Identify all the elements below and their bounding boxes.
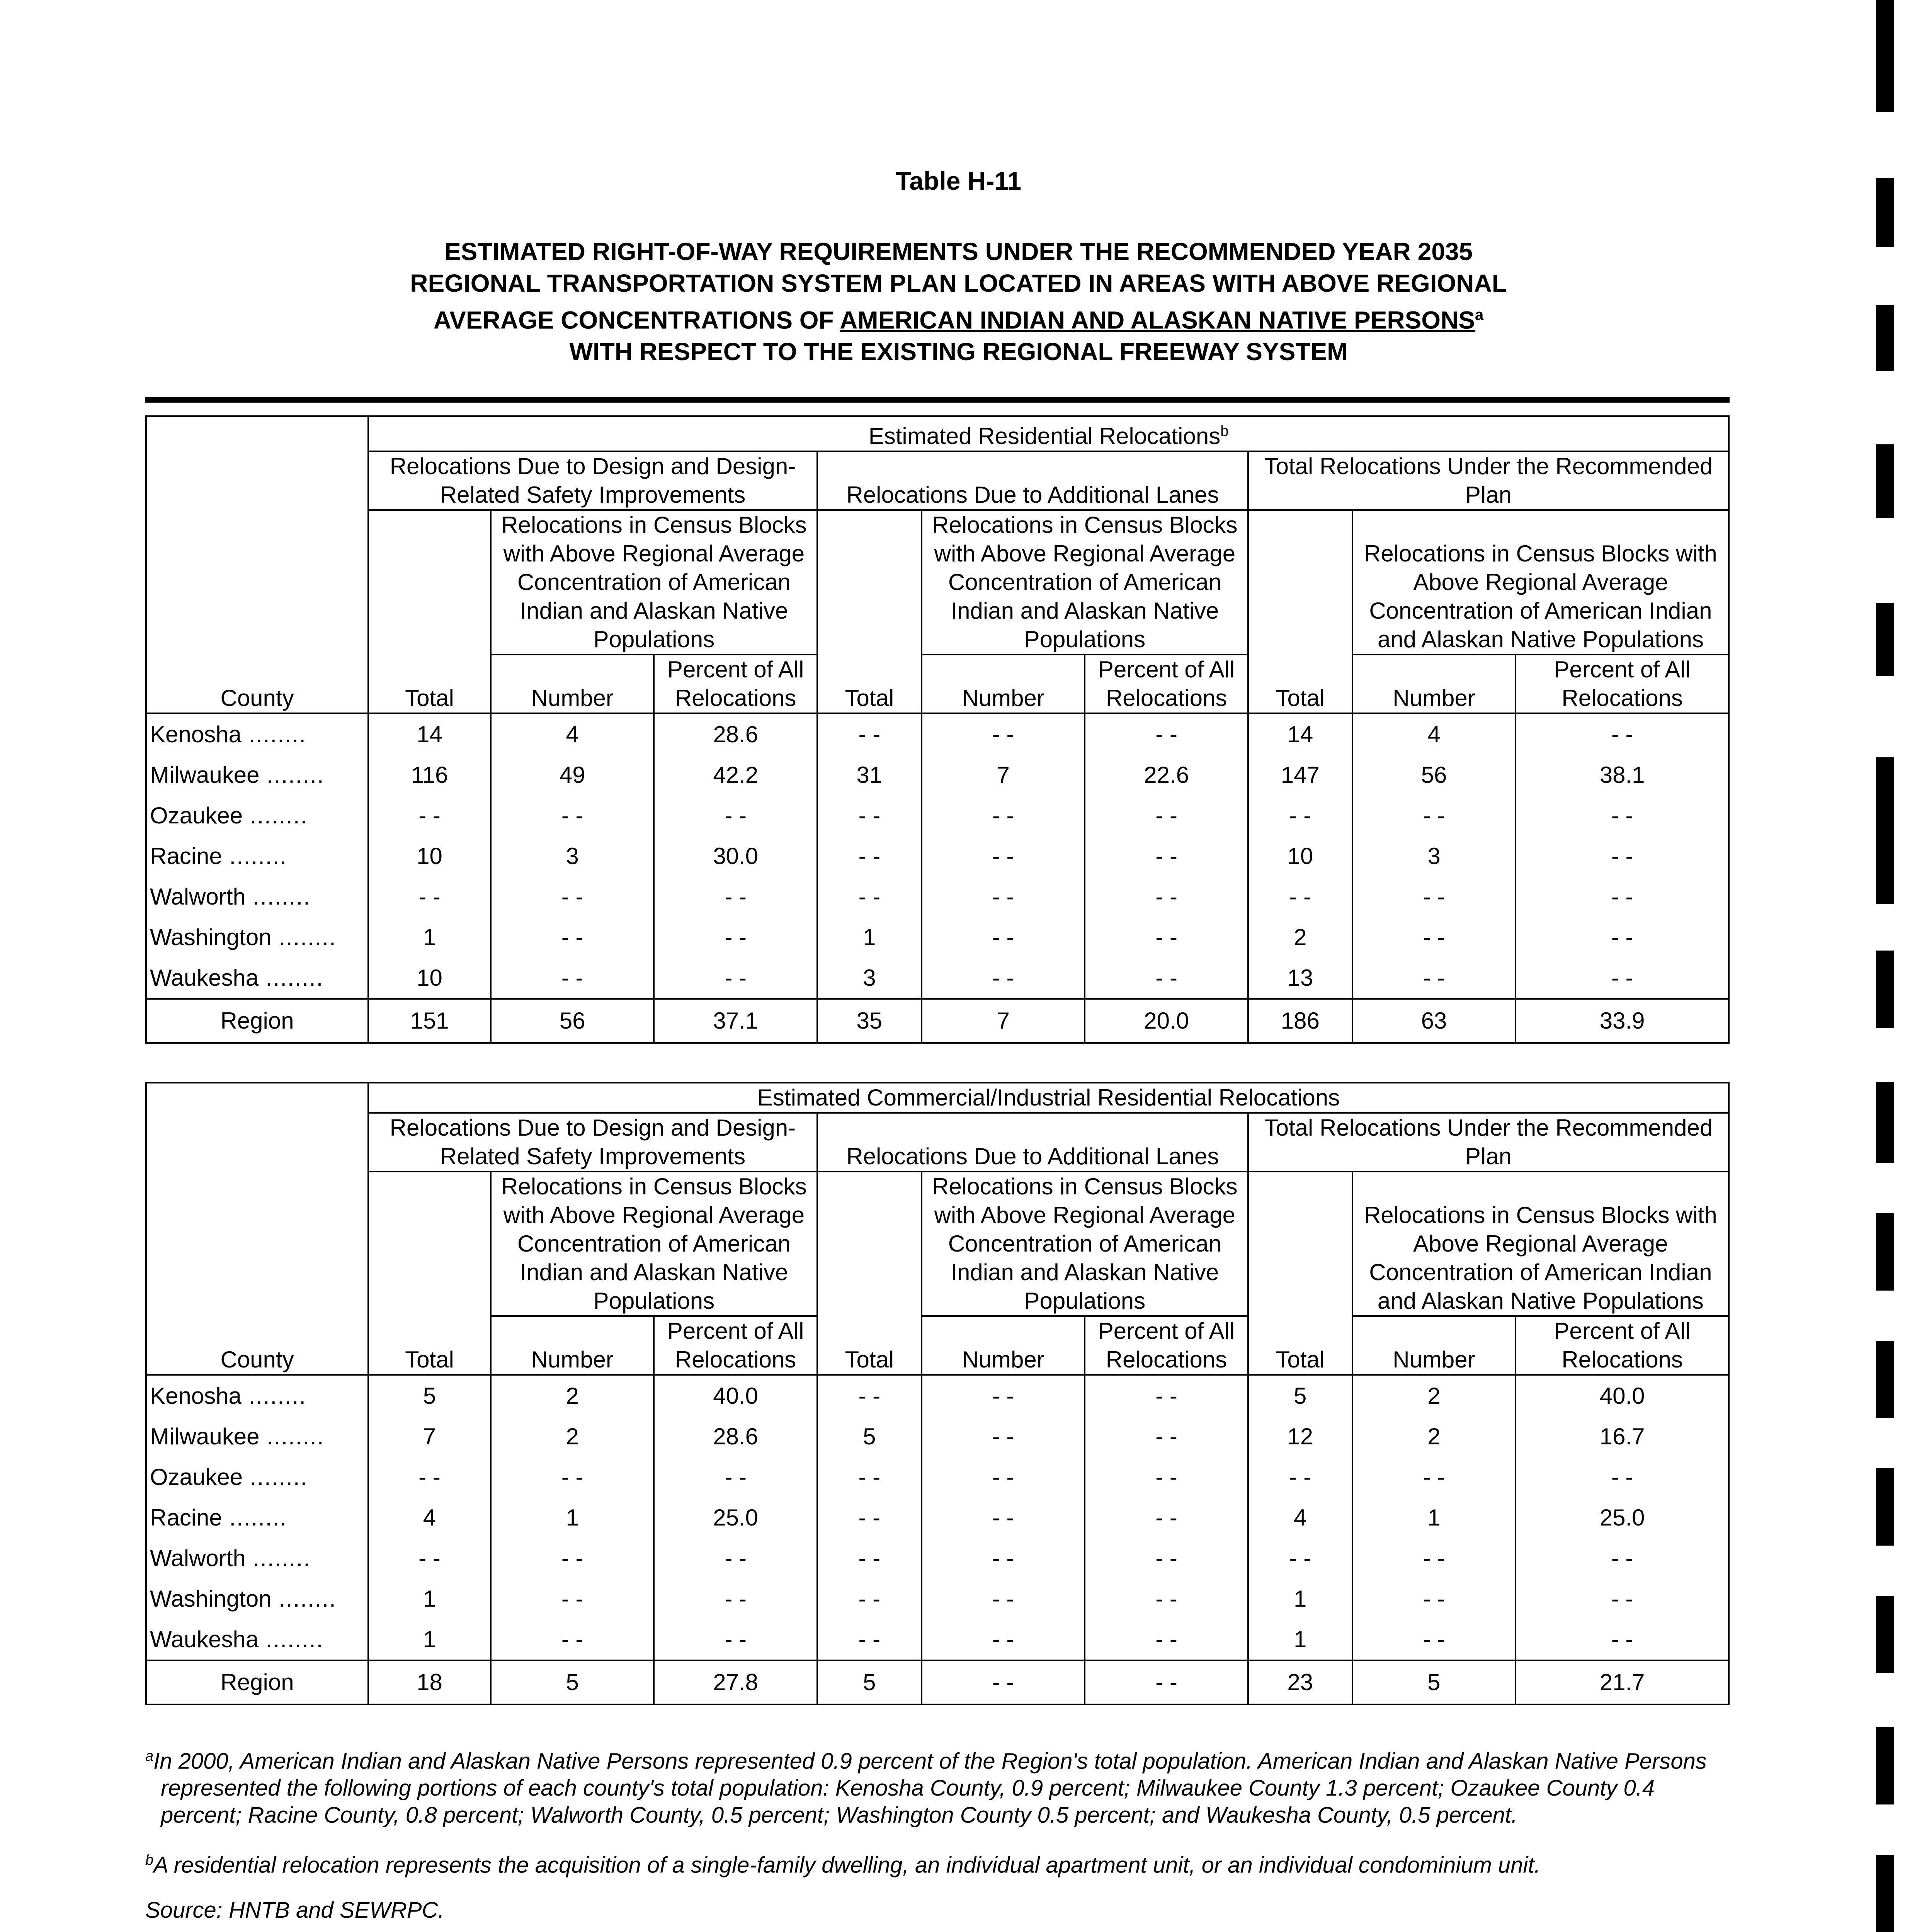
value-cell: - -: [1248, 795, 1352, 836]
design-percent-header: Percent of All Relocations: [654, 655, 817, 713]
value-cell: 14: [1248, 713, 1352, 755]
scan-edge-mark: [1876, 1596, 1894, 1673]
value-cell: - -: [491, 795, 654, 836]
value-cell: 1: [368, 1619, 491, 1660]
lanes-percent-header: Percent of All Relocations: [1085, 655, 1248, 713]
table-row: [146, 1457, 1729, 1497]
heading-line-1: ESTIMATED RIGHT-OF-WAY REQUIREMENTS UNDER THE RECOMMENDED YEAR 2035: [444, 238, 1473, 265]
county-name: Racine: [150, 1504, 222, 1531]
value-cell: - -: [491, 1457, 654, 1497]
leader-dots: ........: [243, 1464, 308, 1490]
design-census-header: Relocations in Census Blocks with Above Regional Average Concentration of American Indian and Alaskan Native Populations: [491, 510, 817, 655]
heading-underlined-text: AMERICAN INDIAN AND ALASKAN NATIVE PERSONS: [840, 306, 1475, 334]
leader-dots: ........: [222, 1504, 287, 1531]
region-value-cell: 27.8: [654, 1660, 817, 1704]
leader-dots: ........: [259, 762, 325, 788]
value-cell: - -: [817, 1375, 922, 1416]
value-cell: - -: [1352, 1457, 1516, 1497]
value-cell: 1: [368, 917, 491, 957]
value-cell: 1: [491, 1497, 654, 1538]
table-title: [368, 416, 1729, 451]
value-cell: 25.0: [1516, 1497, 1729, 1538]
value-cell: - -: [1085, 1416, 1248, 1457]
scan-edge-mark: [1876, 1855, 1894, 1932]
value-cell: - -: [922, 1578, 1085, 1619]
value-cell: - -: [491, 1578, 654, 1619]
value-cell: - -: [1248, 876, 1352, 917]
region-value-cell: 37.1: [654, 999, 817, 1043]
commercial-relocations-table: [145, 1082, 1730, 1705]
value-cell: 22.6: [1085, 755, 1248, 795]
leader-dots: ........: [245, 1545, 311, 1571]
county-name: Racine: [150, 843, 222, 869]
table-row: [146, 917, 1729, 957]
value-cell: 2: [491, 1416, 654, 1457]
value-cell: 13: [1248, 957, 1352, 999]
footnote-b: [145, 1847, 1730, 1879]
value-cell: - -: [1248, 1538, 1352, 1578]
county-cell: [146, 1457, 368, 1497]
value-cell: 28.6: [654, 1416, 817, 1457]
value-cell: - -: [1085, 836, 1248, 876]
value-cell: 25.0: [654, 1497, 817, 1538]
value-cell: - -: [491, 876, 654, 917]
value-cell: 31: [817, 755, 922, 795]
design-census-header: Relocations in Census Blocks with Above Regional Average Concentration of American Indian and Alaskan Native Populations: [491, 1172, 817, 1316]
value-cell: 40.0: [654, 1375, 817, 1416]
scan-edge-mark: [1876, 1468, 1894, 1546]
value-cell: - -: [654, 1457, 817, 1497]
value-cell: 14: [368, 713, 491, 755]
region-value-cell: 35: [817, 999, 922, 1043]
county-cell: [146, 1497, 368, 1538]
region-value-cell: 33.9: [1516, 999, 1729, 1043]
table-row: [146, 1619, 1729, 1660]
table-row: [146, 836, 1729, 876]
lanes-group-header: Relocations Due to Additional Lanes: [817, 1113, 1248, 1172]
value-cell: - -: [1516, 1619, 1729, 1660]
value-cell: - -: [1516, 876, 1729, 917]
county-name: Washington: [150, 924, 272, 950]
county-cell: [146, 795, 368, 836]
value-cell: - -: [817, 1497, 922, 1538]
value-cell: - -: [368, 795, 491, 836]
plan-number-header: Number: [1352, 655, 1516, 713]
value-cell: - -: [1516, 957, 1729, 999]
value-cell: 10: [1248, 836, 1352, 876]
heading-line-3-text: AVERAGE CONCENTRATIONS OF: [433, 306, 840, 334]
value-cell: - -: [1085, 1457, 1248, 1497]
county-name: Milwaukee: [150, 762, 260, 788]
plan-group-header: Total Relocations Under the Recommended Plan: [1248, 451, 1729, 510]
county-cell: [146, 917, 368, 957]
value-cell: - -: [922, 1619, 1085, 1660]
footnote-marker-b: b: [1220, 423, 1229, 439]
county-name: Washington: [150, 1585, 272, 1612]
leader-dots: ........: [245, 883, 311, 910]
value-cell: - -: [922, 1375, 1085, 1416]
value-cell: - -: [491, 957, 654, 999]
county-name: Walworth: [150, 1545, 246, 1571]
leader-dots: ........: [222, 843, 287, 869]
design-total-header: Total: [368, 510, 491, 713]
region-value-cell: 23: [1248, 1660, 1352, 1704]
heading-line-4: WITH RESPECT TO THE EXISTING REGIONAL FREEWAY SYSTEM: [569, 338, 1348, 366]
value-cell: - -: [1516, 713, 1729, 755]
table-row: [146, 876, 1729, 917]
value-cell: 38.1: [1516, 755, 1729, 795]
value-cell: 49: [491, 755, 654, 795]
value-cell: - -: [1516, 1457, 1729, 1497]
value-cell: - -: [1516, 917, 1729, 957]
footnote-b-mark: b: [145, 1852, 154, 1869]
value-cell: - -: [1352, 876, 1516, 917]
value-cell: - -: [1085, 1538, 1248, 1578]
value-cell: 12: [1248, 1416, 1352, 1457]
county-cell: [146, 1375, 368, 1416]
value-cell: 1: [368, 1578, 491, 1619]
value-cell: 5: [368, 1375, 491, 1416]
scan-edge-mark: [1876, 305, 1894, 371]
value-cell: 30.0: [654, 836, 817, 876]
table-row: [146, 1578, 1729, 1619]
table-row: [146, 1375, 1729, 1416]
value-cell: - -: [1516, 1578, 1729, 1619]
table-row: [146, 755, 1729, 795]
value-cell: 56: [1352, 755, 1516, 795]
value-cell: - -: [491, 917, 654, 957]
value-cell: - -: [922, 1416, 1085, 1457]
value-cell: - -: [1352, 1619, 1516, 1660]
value-cell: - -: [922, 876, 1085, 917]
region-row: [146, 1660, 1729, 1704]
table-title-text: Estimated Residential Relocations: [868, 423, 1221, 449]
value-cell: - -: [654, 1538, 817, 1578]
value-cell: - -: [1085, 917, 1248, 957]
table-row: [146, 713, 1729, 755]
table-row: [146, 957, 1729, 999]
value-cell: - -: [1248, 1457, 1352, 1497]
value-cell: 28.6: [654, 713, 817, 755]
value-cell: - -: [922, 836, 1085, 876]
value-cell: - -: [654, 1619, 817, 1660]
region-label: Region: [146, 1660, 368, 1704]
region-value-cell: 5: [491, 1660, 654, 1704]
plan-group-header: Total Relocations Under the Recommended Plan: [1248, 1113, 1729, 1172]
lanes-number-header: Number: [922, 1316, 1085, 1375]
scan-edge-mark: [1876, 1727, 1894, 1804]
table-row: [146, 795, 1729, 836]
leader-dots: ........: [259, 1423, 325, 1449]
value-cell: - -: [817, 1457, 922, 1497]
county-name: Walworth: [150, 883, 246, 910]
value-cell: - -: [1085, 1375, 1248, 1416]
value-cell: 5: [817, 1416, 922, 1457]
value-cell: 4: [1248, 1497, 1352, 1538]
value-cell: 2: [1248, 917, 1352, 957]
scan-edge-mark: [1876, 1082, 1894, 1163]
heading-rule: [145, 397, 1730, 403]
county-header-label: County: [220, 1347, 294, 1372]
table-heading: [0, 236, 1917, 367]
value-cell: 1: [1248, 1578, 1352, 1619]
scan-edge-mark: [1876, 823, 1894, 904]
region-value-cell: - -: [1085, 1660, 1248, 1704]
value-cell: - -: [654, 795, 817, 836]
value-cell: 7: [368, 1416, 491, 1457]
region-value-cell: 21.7: [1516, 1660, 1729, 1704]
footnote-a-mark: a: [145, 1748, 154, 1764]
value-cell: 40.0: [1516, 1375, 1729, 1416]
leader-dots: ........: [241, 721, 306, 747]
scan-edge-mark: [1876, 0, 1894, 112]
plan-percent-header: Percent of All Relocations: [1516, 655, 1729, 713]
value-cell: - -: [368, 1538, 491, 1578]
region-value-cell: 151: [368, 999, 491, 1043]
value-cell: - -: [1085, 795, 1248, 836]
footnote-a: [145, 1743, 1730, 1829]
county-cell: [146, 1538, 368, 1578]
plan-census-header: Relocations in Census Blocks with Above Regional Average Concentration of American Indian and Alaskan Native Populations: [1352, 510, 1729, 655]
county-name: Milwaukee: [150, 1423, 260, 1449]
value-cell: - -: [1352, 1578, 1516, 1619]
value-cell: - -: [1516, 836, 1729, 876]
region-value-cell: 56: [491, 999, 654, 1043]
lanes-percent-header: Percent of All Relocations: [1085, 1316, 1248, 1375]
value-cell: - -: [1085, 1497, 1248, 1538]
scan-edge-mark: [1876, 178, 1894, 247]
lanes-census-header: Relocations in Census Blocks with Above Regional Average Concentration of American Indian and Alaskan Native Populations: [922, 510, 1248, 655]
value-cell: - -: [1085, 713, 1248, 755]
value-cell: 2: [491, 1375, 654, 1416]
lanes-number-header: Number: [922, 655, 1085, 713]
leader-dots: ........: [259, 1626, 324, 1652]
value-cell: - -: [817, 795, 922, 836]
leader-dots: ........: [271, 924, 337, 950]
table-row: [146, 1538, 1729, 1578]
leader-dots: ........: [259, 964, 324, 991]
value-cell: 2: [1352, 1416, 1516, 1457]
value-cell: 4: [368, 1497, 491, 1538]
county-cell: [146, 1416, 368, 1457]
county-header: [146, 1083, 368, 1375]
value-cell: 116: [368, 755, 491, 795]
value-cell: 4: [491, 713, 654, 755]
plan-percent-header: Percent of All Relocations: [1516, 1316, 1729, 1375]
county-name: Ozaukee: [150, 1464, 243, 1490]
footnote-b-text: A residential relocation represents the acquisition of a single-family dwelling, an individual apartment unit, or an individual condominium unit.: [153, 1852, 1541, 1878]
value-cell: - -: [922, 1457, 1085, 1497]
value-cell: - -: [922, 1497, 1085, 1538]
value-cell: 5: [1248, 1375, 1352, 1416]
table-row: [146, 1497, 1729, 1538]
value-cell: 10: [368, 957, 491, 999]
value-cell: 4: [1352, 713, 1516, 755]
plan-total-header: Total: [1248, 510, 1352, 713]
value-cell: - -: [1516, 795, 1729, 836]
county-cell: [146, 713, 368, 755]
value-cell: 147: [1248, 755, 1352, 795]
value-cell: - -: [368, 876, 491, 917]
value-cell: - -: [1352, 957, 1516, 999]
leader-dots: ........: [243, 802, 308, 828]
value-cell: - -: [654, 917, 817, 957]
county-cell: [146, 836, 368, 876]
value-cell: - -: [491, 1619, 654, 1660]
value-cell: - -: [654, 957, 817, 999]
value-cell: - -: [654, 1578, 817, 1619]
value-cell: - -: [817, 713, 922, 755]
value-cell: - -: [1085, 957, 1248, 999]
value-cell: - -: [1085, 1578, 1248, 1619]
plan-census-header: Relocations in Census Blocks with Above Regional Average Concentration of American Indian and Alaskan Native Populations: [1352, 1172, 1729, 1316]
region-value-cell: - -: [922, 1660, 1085, 1704]
value-cell: - -: [817, 1619, 922, 1660]
value-cell: - -: [654, 876, 817, 917]
source-note: Source: HNTB and SEWRPC.: [145, 1897, 444, 1923]
region-row: [146, 999, 1729, 1043]
region-label: Region: [146, 999, 368, 1043]
county-header-label: County: [220, 685, 294, 711]
value-cell: 3: [817, 957, 922, 999]
value-cell: - -: [817, 876, 922, 917]
region-value-cell: 20.0: [1085, 999, 1248, 1043]
value-cell: 3: [1352, 836, 1516, 876]
plan-number-header: Number: [1352, 1316, 1516, 1375]
table-title: [368, 1083, 1729, 1113]
value-cell: 1: [817, 917, 922, 957]
table-title-text: Estimated Commercial/Industrial Residential Relocations: [757, 1085, 1340, 1111]
design-total-header: Total: [368, 1172, 491, 1375]
table-label: Table H-11: [895, 167, 1022, 195]
plan-total-header: Total: [1248, 1172, 1352, 1375]
county-cell: [146, 957, 368, 999]
value-cell: - -: [922, 795, 1085, 836]
value-cell: - -: [1085, 876, 1248, 917]
county-name: Waukesha: [150, 964, 259, 991]
value-cell: - -: [817, 1538, 922, 1578]
value-cell: 1: [1352, 1497, 1516, 1538]
value-cell: - -: [1085, 1619, 1248, 1660]
design-group-header: Relocations Due to Design and Design-Related Safety Improvements: [368, 1113, 817, 1172]
region-value-cell: 63: [1352, 999, 1516, 1043]
value-cell: - -: [1516, 1538, 1729, 1578]
value-cell: - -: [491, 1538, 654, 1578]
heading-line-3: [0, 299, 1917, 336]
scan-edge-mark: [1876, 444, 1894, 518]
value-cell: 7: [922, 755, 1085, 795]
county-cell: [146, 1619, 368, 1660]
region-value-cell: 5: [817, 1660, 922, 1704]
design-percent-header: Percent of All Relocations: [654, 1316, 817, 1375]
value-cell: - -: [922, 957, 1085, 999]
scan-edge-mark: [1876, 603, 1894, 676]
value-cell: 42.2: [654, 755, 817, 795]
lanes-total-header: Total: [817, 510, 922, 713]
county-name: Kenosha: [150, 721, 242, 747]
county-name: Ozaukee: [150, 802, 243, 828]
heading-line-2: REGIONAL TRANSPORTATION SYSTEM PLAN LOCATED IN AREAS WITH ABOVE REGIONAL: [410, 269, 1507, 297]
value-cell: 16.7: [1516, 1416, 1729, 1457]
county-cell: [146, 1578, 368, 1619]
value-cell: - -: [922, 917, 1085, 957]
lanes-total-header: Total: [817, 1172, 922, 1375]
county-name: Waukesha: [150, 1626, 259, 1652]
residential-relocations-table: [145, 415, 1730, 1044]
design-group-header: Relocations Due to Design and Design-Related Safety Improvements: [368, 451, 817, 510]
footnote-a-text: In 2000, American Indian and Alaskan Native Persons represented 0.9 percent of the Region's total population. American Indian and Alaskan Native Persons represented the following portions of each county's total population: Kenosha County, 0.9 percent; Milwaukee County 1.3 percent; Ozaukee County 0.4 percent; Racine County, 0.8 percent; Walworth County, 0.5 percent; Washington County 0.5 percent; and Waukesha County, 0.5 percent.: [153, 1748, 1707, 1828]
region-value-cell: 5: [1352, 1660, 1516, 1704]
region-value-cell: 18: [368, 1660, 491, 1704]
scan-edge-mark: [1876, 1341, 1894, 1418]
table-row: [146, 1416, 1729, 1457]
lanes-census-header: Relocations in Census Blocks with Above Regional Average Concentration of American Indian and Alaskan Native Populations: [922, 1172, 1248, 1316]
value-cell: 1: [1248, 1619, 1352, 1660]
value-cell: - -: [368, 1457, 491, 1497]
leader-dots: ........: [241, 1383, 306, 1409]
scan-edge-mark: [1876, 757, 1894, 827]
value-cell: - -: [922, 1538, 1085, 1578]
value-cell: - -: [1352, 1538, 1516, 1578]
footnote-marker-a: a: [1475, 306, 1484, 323]
design-number-header: Number: [491, 655, 654, 713]
value-cell: - -: [1352, 917, 1516, 957]
footnotes: [145, 1743, 1730, 1932]
scan-edge-mark: [1876, 1213, 1894, 1291]
region-value-cell: 186: [1248, 999, 1352, 1043]
value-cell: - -: [817, 836, 922, 876]
region-value-cell: 7: [922, 999, 1085, 1043]
value-cell: - -: [1352, 795, 1516, 836]
county-cell: [146, 755, 368, 795]
county-name: Kenosha: [150, 1383, 242, 1409]
value-cell: - -: [922, 713, 1085, 755]
county-header: [146, 416, 368, 713]
value-cell: 3: [491, 836, 654, 876]
design-number-header: Number: [491, 1316, 654, 1375]
scan-edge-mark: [1876, 951, 1894, 1028]
county-cell: [146, 876, 368, 917]
value-cell: 2: [1352, 1375, 1516, 1416]
value-cell: - -: [817, 1578, 922, 1619]
lanes-group-header: Relocations Due to Additional Lanes: [817, 451, 1248, 510]
leader-dots: ........: [271, 1585, 337, 1612]
value-cell: 10: [368, 836, 491, 876]
